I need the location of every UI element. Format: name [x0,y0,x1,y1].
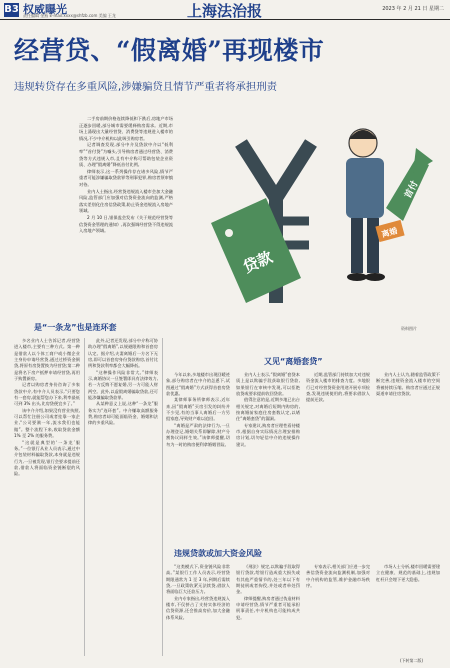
paragraph: “这就是典型的‘一条龙’服务。”一位银行从业人员表示,通过中介包装材料骗取贷款,本身就是违规行为,一旦被发现,银行会要求提前还款,借款人将面临资金链断裂的风险。 [14,439,80,477]
headline: 经营贷、“假离婚”再现楼市 [14,36,325,65]
illustration-downpay-label: 首付 [403,179,421,201]
editor-line: 责任编辑 金燕 E-mail:xxxx@shfzb.com 美编 王龙 [23,13,116,18]
article-column [376,564,440,656]
column-divider [84,338,85,656]
paragraph: 市场人士分析,楼市回暖需要建立在健康、规范的基础上,违规加杠杆只会埋下更大隐患。 [376,564,440,582]
date-line: 2023 年 2 月 21 日 星期二 [382,6,444,12]
lead-paragraph: 记者调查发现,部分中介及贷款中介以“低利率”“首付贷”为噱头,引导购房者通过经营贷、消费贷等方式违规入市,且有中介称可帮助包装企业资质、办理“假离婚”降低首付比例。 [79,142,173,168]
paragraph: 近期,监管部门持续加大对违规资金流入楼市的排查力度。多地银行已对经营贷资金用途开展专项检查,发现违规使用的,将要求借款人提前还款。 [306,372,370,403]
article-column [236,372,300,540]
section-name: 权威曝光 [23,3,67,16]
subheadline: 违规转贷存在多重风险,涉嫌骗贷且情节严重者将承担刑责 [14,81,278,93]
paragraph: 该中介介绍,如果没有营业执照,可以帮忙注册公司或者挂靠一家企业,“公司要满一年,流水我们也能做”。整个流程下来,收取贷款金额 1% 至 2% 的服务费。 [14,407,80,439]
illustration-loan-label: 贷款 [240,247,276,277]
page-number: B3 [4,4,19,15]
paragraph: “离婚是严肃的法律行为,一旦办理登记,婚姻关系即解除,财产分割协议同样生效。”该律师提醒,切勿为一时的购房便利拿婚姻冒险。 [166,422,230,447]
paragraph: 某律师事务所律师表示,近年来,因“假离婚”买房引发的纠纷并不少见,有的当事人离婚后一方另组家庭,导致财产难以追回。 [166,397,230,422]
article-column [14,338,80,656]
paragraph: 律师提醒,购房者通过伪造材料申请经营贷,情节严重者可能承担刑事责任,中介机构也可能构成共犯。 [236,595,300,620]
section-title-1: 是“一条龙”也是连环套 [34,323,117,332]
article-column [88,338,158,656]
lead-paragraph: 二手房前期价格连续降低和下跌后,房地产市场正逐步回暖,部分城市需要缓释购房需求。近期,市场上涌现出大量经营贷、消费贷等违规进入楼市的情况,不少中介机构以此吸引购房者。 [79,116,173,141]
paragraph: 从某种意义上说,这种“一条龙”服务实为“连环套”。中介赚取高额服务费,购房者却可能面临资金、婚姻和法律的多重风险。 [88,401,158,426]
section-title-3: 违规贷款或加大资金风险 [174,549,262,558]
article-column [166,564,230,656]
lead-paragraph: 2 月 10 日,银保监会发布《关于规范经营贷等信贷资金管理的通知》,再次强调经营贷不得违规流入房地产领域。 [79,214,173,234]
lead-paragraph: 业内人士指出,经营贷违规流入楼市会加大金融风险,监管部门应加强对信贷资金流向的监测,严格落实差别化住房信贷政策,防止资金违规流入房地产领域。 [79,188,173,214]
paragraph: 业内人士表示,“假离婚”套贷本质上是以欺骗手段获取银行贷款,如果银行在审核中发现,可以拒绝放贷或要求提前收回贷款。 [236,372,300,397]
illustration-divorce-label: 离婚 [380,226,399,240]
paragraph: 今年以来,多地楼市出现回暖迹象,部分购房者在中介的怂恿下,试图通过“假离婚”方式获得首套房贷款优惠。 [166,372,230,397]
article-column [306,372,370,540]
paragraph: “这类模式下,资金链风险非常高。”某银行工作人员表示,经营贷期限通常为 1 至 3 年,到期后需续贷,一旦政策收紧无法续贷,借款人将面临巨大还款压力。 [166,564,230,595]
paragraph: “这种操作风险非常大。”律师表示,离婚协议一旦签署即具有法律效力,若一方反悔不愿复婚,另一方可能人财两空。此外,以虚假离婚骗取贷款,还可能涉嫌骗取贷款罪。 [88,369,158,401]
article-column [236,564,300,656]
masthead [0,0,450,20]
lead-paragraphs [79,116,173,235]
article-column [166,372,230,540]
paragraph: 记者以购房者身份咨询了多家贷款中介,有中介人员表示,“只要您有一套房,就能帮您办下来,利率最低可到 3% 出头,比房贷便宜多了。” [14,382,80,407]
paragraph: 业内专家指出,经营贷违规流入楼市,不仅挤占了支持实体经济的信贷资源,还会推高房价,加大金融体系风险。 [166,595,230,620]
paragraph: 此外,记者还发现,部分中介称可协助办理“假离婚”,以规避限购和首套房认定。据介绍,夫妻离婚后一方名下无房,即可以首套房身份贷款购房,首付比例和贷款利率都会大幅降低。 [88,338,158,369]
article-column [306,564,370,656]
paragraph: 多名业内人士告诉记者,经营贷进入楼市,主要有三种方式。第一种是借款人以个体工商户或小微企业主身份申请经营贷,通过过桥资金倒贷,将原有房贷置换为经营贷;第二种是将名下房产抵押申请经营贷,再用于购置新房。 [14,338,80,382]
newspaper-logo: 上海法治报 [187,2,263,20]
continued-note: (下转第二版) [400,658,424,663]
cartoon-illustration [181,103,436,321]
image-credit: 资料图片 [401,326,417,331]
paragraph: 业内人士认为,随着监管政策不断完善,违规资金流入楼市的空间将被持续压缩。购房者应通过正规渠道申请住房贷款。 [376,372,440,397]
article-column [376,372,440,540]
section-title-2: 又见“离婚套贷” [264,357,323,366]
paragraph: 《刑法》规定,以欺骗手段取得银行贷款,给银行造成重大损失或有其他严重情节的,处三年以下有期徒刑或者拘役,并处或者单处罚金。 [236,564,300,595]
lead-paragraph: 律师表示,这一系列操作存在诸多风险,情节严重者可能涉嫌骗取贷款罪等刑事犯罪,购房者须审慎对待。 [79,168,173,187]
paragraph: 专家表示,相关部门应进一步完善信贷资金流向监测机制,加强对中介机构的监管,维护金融市场秩序。 [306,564,370,589]
column-divider [162,338,163,656]
paragraph: 值得注意的是,近期多地已出台相关规定,对离婚后短期内购房的,按离婚前家庭住房套数认定,以堵住“离婚套贷”的漏洞。 [236,397,300,422]
paragraph: 专家建议,购房者应理性看待楼市,根据自身实际情况合理安排购房计划,切勿轻信中介的违规操作建议。 [236,422,300,447]
